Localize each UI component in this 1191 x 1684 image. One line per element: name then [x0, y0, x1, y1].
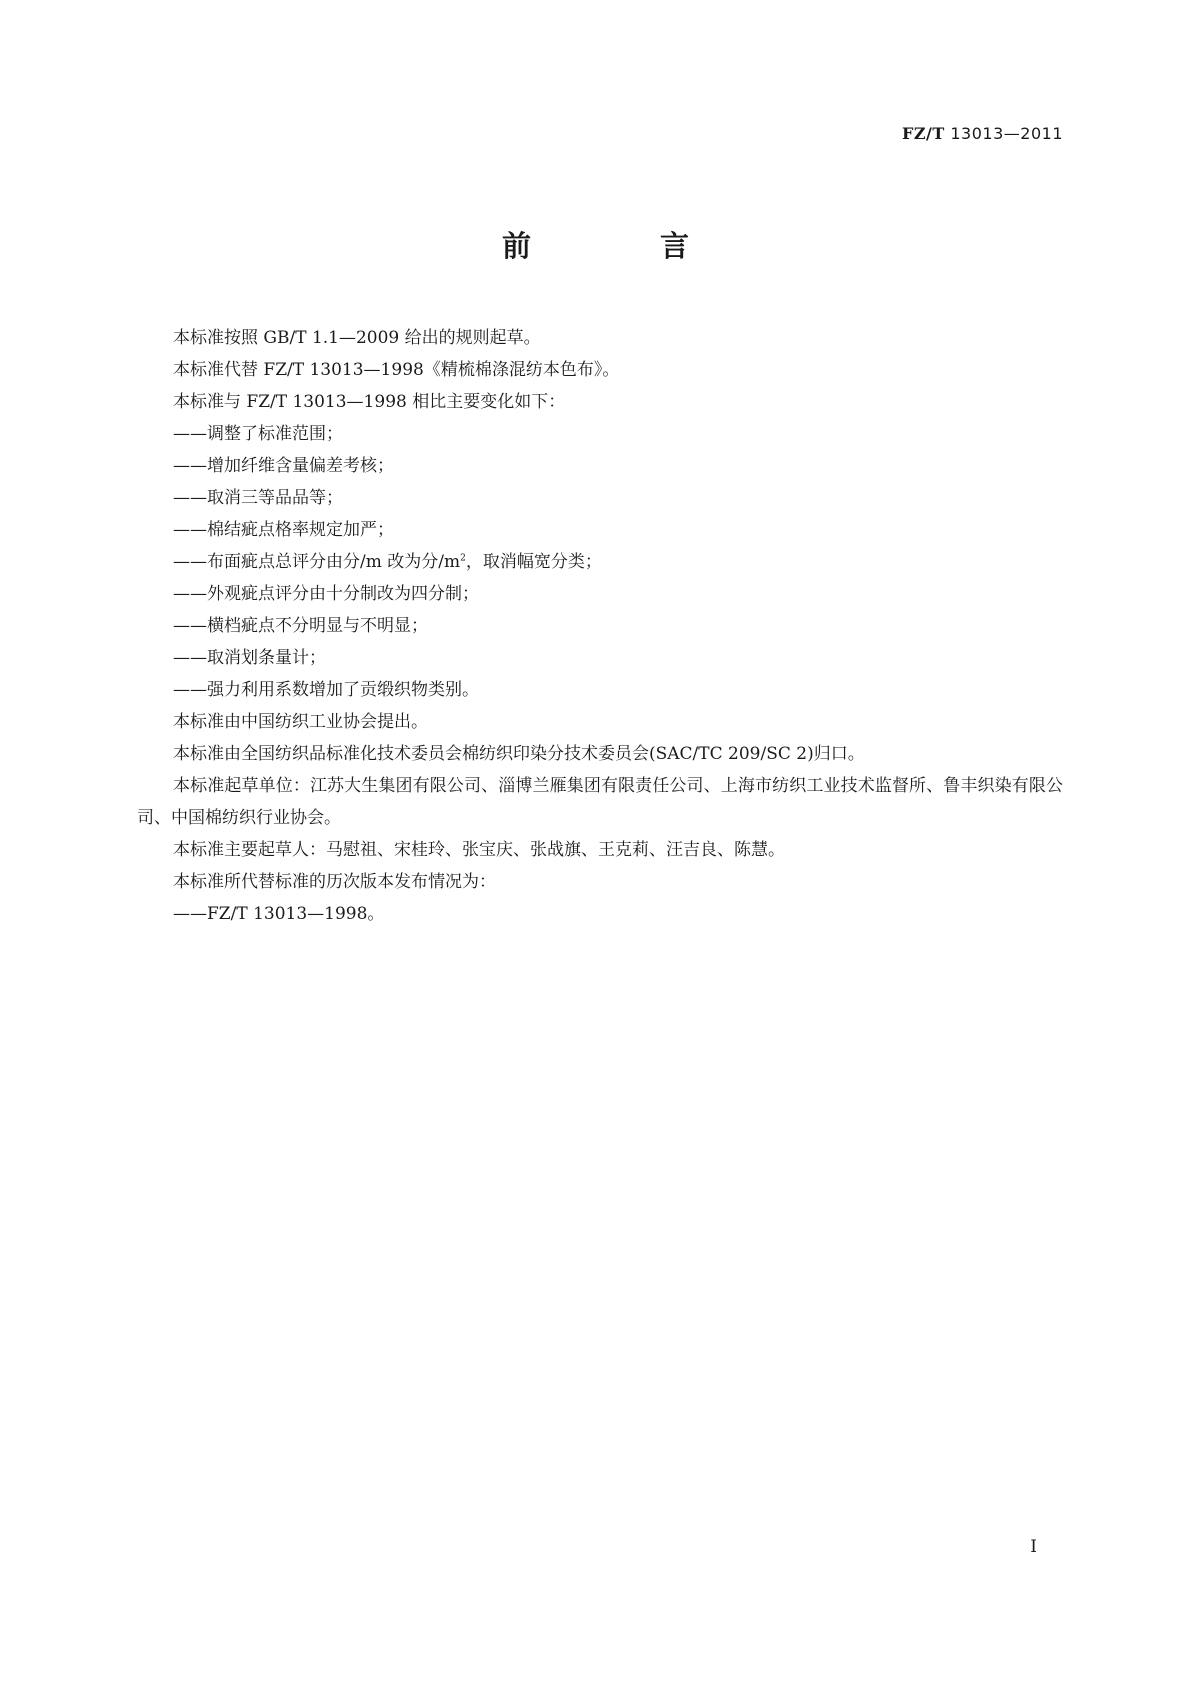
page-title: 前 言 — [501, 229, 739, 263]
list-item-previous-edition: ——FZ/T 13013—1998。 — [173, 904, 385, 924]
list-item-change: ——调整了标准范围； — [173, 424, 343, 444]
paragraph-administered-by: 本标准由全国纺织品标准化技术委员会棉纺织印染分技术委员会(SAC/TC 209/SC 2)归口。 — [173, 744, 865, 764]
list-item-change: ——取消三等品品等； — [173, 488, 343, 508]
document-code-number: 13013—2011 — [950, 124, 1063, 143]
list-item-change — [137, 546, 1063, 578]
paragraph-replaces: 本标准代替 FZ/T 13013—1998《精梳棉涤混纺本色布》。 — [173, 360, 620, 380]
fabric-defect-text: ——布面疵点总评分由分/m 改为分/m — [173, 552, 461, 572]
paragraph-previous-editions: 本标准所代替标准的历次版本发布情况为： — [173, 872, 496, 892]
page-number: I — [1030, 1537, 1037, 1557]
document-code-prefix: FZ/T — [901, 124, 945, 143]
superscript-square: 2 — [460, 553, 466, 564]
list-item-change: ——外观疵点评分由十分制改为四分制； — [173, 584, 479, 604]
paragraph-main-drafters: 本标准主要起草人：马慰祖、宋桂玲、张宝庆、张战旗、王克莉、汪吉良、陈慧。 — [173, 840, 785, 860]
paragraph-changes-intro: 本标准与 FZ/T 13013—1998 相比主要变化如下： — [173, 392, 566, 412]
list-item-change: ——强力利用系数增加了贡缎织物类别。 — [173, 680, 479, 700]
fabric-defect-text-end: ，取消幅宽分类； — [465, 552, 602, 572]
list-item-change: ——横档疵点不分明显与不明显； — [173, 616, 428, 636]
paragraph-drafting-units: 本标准起草单位：江苏大生集团有限公司、淄博兰雁集团有限责任公司、上海市纺织工业技术监督所、鲁丰织染有限公司、中国棉纺织行业协会。 — [137, 776, 1063, 828]
foreword-body — [137, 322, 1063, 930]
list-item-change: ——增加纤维含量偏差考核； — [173, 456, 394, 476]
paragraph-drafting-rules: 本标准按照 GB/T 1.1—2009 给出的规则起草。 — [173, 328, 541, 348]
list-item-change: ——取消划条量计； — [173, 648, 326, 668]
paragraph-proposed-by: 本标准由中国纺织工业协会提出。 — [173, 712, 428, 732]
document-code — [902, 124, 1063, 143]
list-item-change: ——棉结疵点格率规定加严； — [173, 520, 394, 540]
